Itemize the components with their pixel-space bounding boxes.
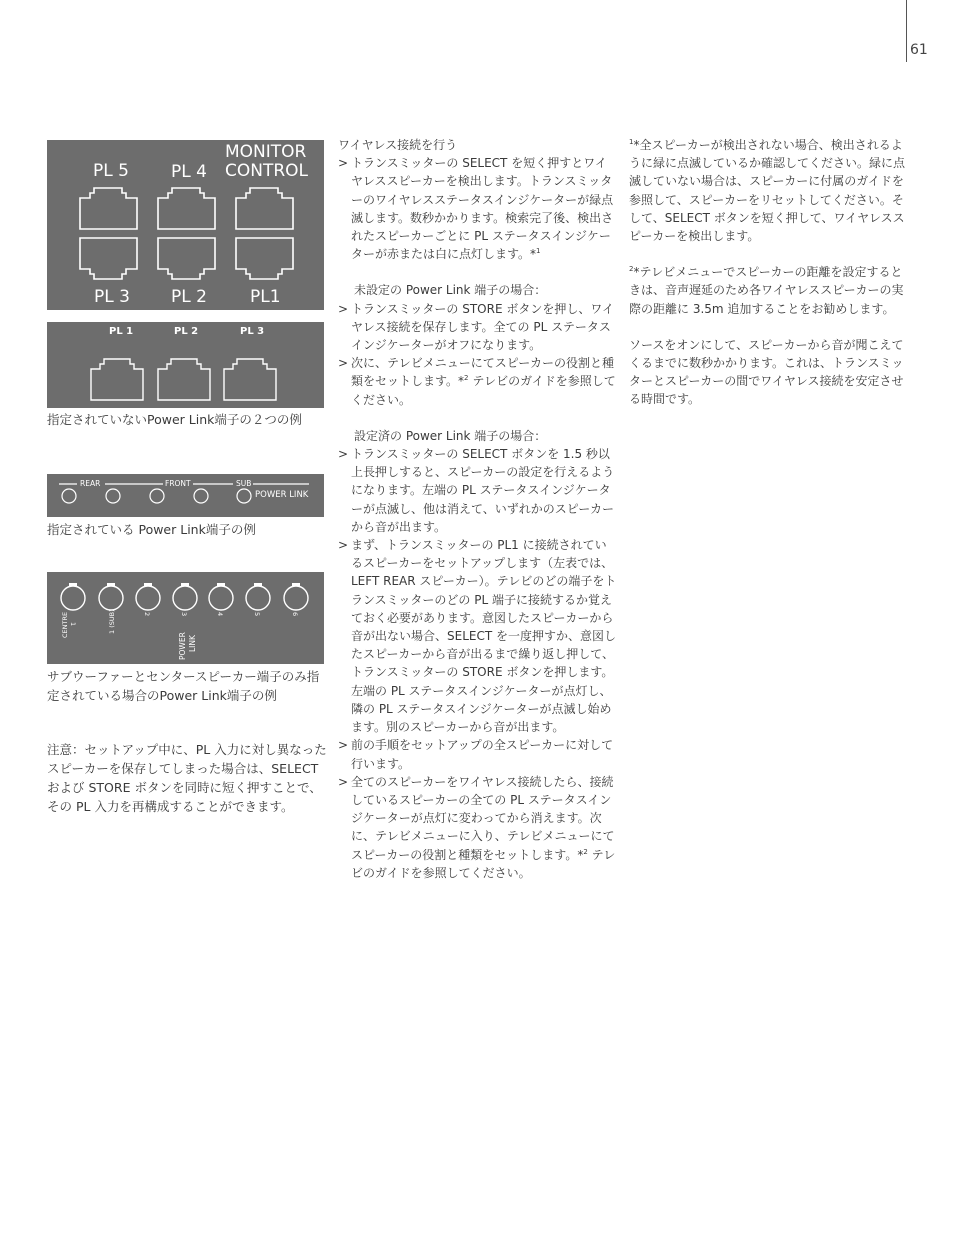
label-power: POWER — [178, 632, 187, 660]
info-paragraph: ソースをオンにして、スピーカーから音が聞こえてくるまでに数秒かかります。これは、トランスミッターとスピーカーの間でワイヤレス接続を安定させる時間です。 — [629, 337, 904, 407]
list-item — [338, 154, 618, 263]
footnote-ref: 2 — [583, 847, 588, 856]
label-1: 1 — [69, 622, 77, 627]
footnote-ref: 1 — [536, 247, 541, 256]
label-pl4: PL 4 — [171, 162, 207, 182]
label-pl1: PL1 — [250, 287, 281, 307]
list-item-text: トランスミッターの SELECT を短く押すとワイヤレススピーカーを検出します。トランスミッターのワイヤレスステータスインジケーターが緑点滅します。数秒かかります。検索完了後、検出されたスピーカーごとに PL ステータスインジケーターが赤または白に点灯します。* — [351, 156, 614, 262]
label-5: 5 — [253, 612, 261, 617]
arrow-icon: > — [338, 538, 349, 553]
label-1-sub: 1 (SUB) — [108, 609, 116, 634]
list-item — [338, 445, 618, 536]
label-3: 3 — [180, 612, 188, 617]
page-number-rule — [906, 0, 907, 62]
figure-caption: 指定されていないPower Link端子の２つの例 — [47, 412, 302, 427]
label-pl2: PL 2 — [174, 326, 199, 337]
arrow-icon: > — [338, 447, 349, 462]
arrow-icon: > — [338, 356, 349, 371]
figure-caption: サブウーファーとセンタースピーカー端子のみ指定されている場合のPower Link端子の例 — [47, 669, 320, 703]
label-centre: CENTRE — [61, 611, 69, 638]
label-pl3: PL 3 — [94, 287, 130, 307]
list-item-text: まず、トランスミッターの PL1 に接続されているスピーカーをセットアップします（左表では、LEFT REAR スピーカー）。テレビのどの端子をトランスミッターのどの PL 端子に接続するか覚えておく必要があります。意図したスピーカーから音が出ない場合、SELECT を一度押すか、意図したスピーカーから音が出るまで繰り返し押して、トランスミッターの STORE ボタンを押します。左端の PL ステータスインジケーターが点灯し、隣の PL ステータスインジケーターが点滅し始めます。別のスピーカーから音が出ます。 — [351, 538, 617, 735]
list-item — [338, 354, 618, 409]
list-item — [338, 773, 618, 882]
column-wireless-setup — [338, 136, 618, 882]
list-item-text: 次に、テレビメニューにてスピーカーの役割と種類をセットします。* — [351, 356, 615, 389]
figure-pl-connectors-three — [47, 322, 324, 408]
label-4: 4 — [216, 612, 224, 617]
figure-pl-connectors-six — [47, 140, 324, 310]
list-item-text: 前の手順をセットアップの全スピーカーに対して行います。 — [351, 738, 614, 771]
page-number: 61 — [910, 42, 928, 58]
list-item — [338, 536, 618, 736]
label-6: 6 — [291, 612, 299, 617]
footnote-ref: 2 — [464, 374, 469, 383]
label-control: CONTROL — [225, 161, 309, 181]
note-paragraph: 注意：セットアップ中に、PL 入力に対し異なったスピーカーを保存してしまった場合は、SELECT および STORE ボタンを同時に短く押すことで、その PL 入力を再構成することができます。 — [47, 742, 327, 814]
label-2: 2 — [143, 612, 151, 617]
arrow-icon: > — [338, 156, 349, 171]
list-item-text: 全てのスピーカーをワイヤレス接続したら、接続しているスピーカーの全ての PL ステータスインジケーターが点灯に変わってから消えます。次に、テレビメニューに入り、テレビメニューにてスピーカーの役割と種類をセットします。* — [351, 774, 615, 862]
label-pl1: PL 1 — [109, 326, 134, 337]
connector-sockets-icon — [47, 322, 324, 408]
section-title: ワイヤレス接続を行う — [338, 138, 458, 152]
label-pl3: PL 3 — [240, 326, 265, 337]
arrow-icon: > — [338, 301, 349, 316]
list-item-text: テレビのガイドを参照してください。 — [351, 374, 616, 407]
footnote-marker: 1 — [629, 138, 634, 146]
label-rear: REAR — [80, 479, 101, 488]
subheading: 未設定の Power Link 端子の場合： — [354, 283, 547, 298]
list-item — [338, 736, 618, 772]
figure-power-link-strip — [47, 474, 324, 517]
footnote-marker: 2 — [629, 265, 634, 274]
arrow-icon: > — [338, 774, 349, 789]
connector-sockets-icon — [47, 140, 324, 310]
label-power-link: POWER LINK — [255, 490, 309, 500]
label-front: FRONT — [165, 479, 191, 488]
label-monitor: MONITOR — [225, 142, 307, 162]
list-item-text: トランスミッターの STORE ボタンを押し、ワイヤレス接続を保存します。全ての PL ステータスインジケーターがオフになります。 — [351, 301, 614, 353]
arrow-icon: > — [338, 738, 349, 753]
figure-caption: 指定されている Power Link端子の例 — [47, 522, 256, 537]
label-pl5: PL 5 — [93, 161, 129, 181]
footnote-text: *テレビメニューでスピーカーの距離を設定するときは、音声遅延のため各ワイヤレススピーカーの実際の距離に 3.5m 追加することをお勧めします。 — [629, 265, 904, 316]
list-item-text: テレビのガイドを参照してください。 — [351, 847, 616, 880]
label-sub: SUB — [236, 479, 252, 488]
subheading: 設定済の Power Link 端子の場合： — [354, 428, 547, 443]
list-item-text: トランスミッターの SELECT ボタンを 1.5 秒以上長押しすると、スピーカーの設定を行えるようになります。左端の PL ステータスインジケーターが点滅し、他は消えて、いずれかのスピーカーから音が出ます。 — [351, 447, 615, 534]
label-pl2: PL 2 — [171, 287, 207, 307]
footnote-text: *全スピーカーが検出されない場合、検出されるように緑に点滅しているか確認してください。緑に点滅していない場合は、スピーカーに付属のガイドを参照して、スピーカーをリセットしてください。そして、SELECT ボタンを短く押して、ワイヤレススピーカーを検出します。 — [629, 138, 906, 244]
footnote-1 — [629, 136, 911, 245]
list-item — [338, 300, 618, 355]
figure-power-link-round-sockets — [47, 572, 324, 664]
column-notes — [629, 136, 911, 409]
label-link: LINK — [188, 635, 197, 652]
footnote-2 — [629, 263, 911, 318]
